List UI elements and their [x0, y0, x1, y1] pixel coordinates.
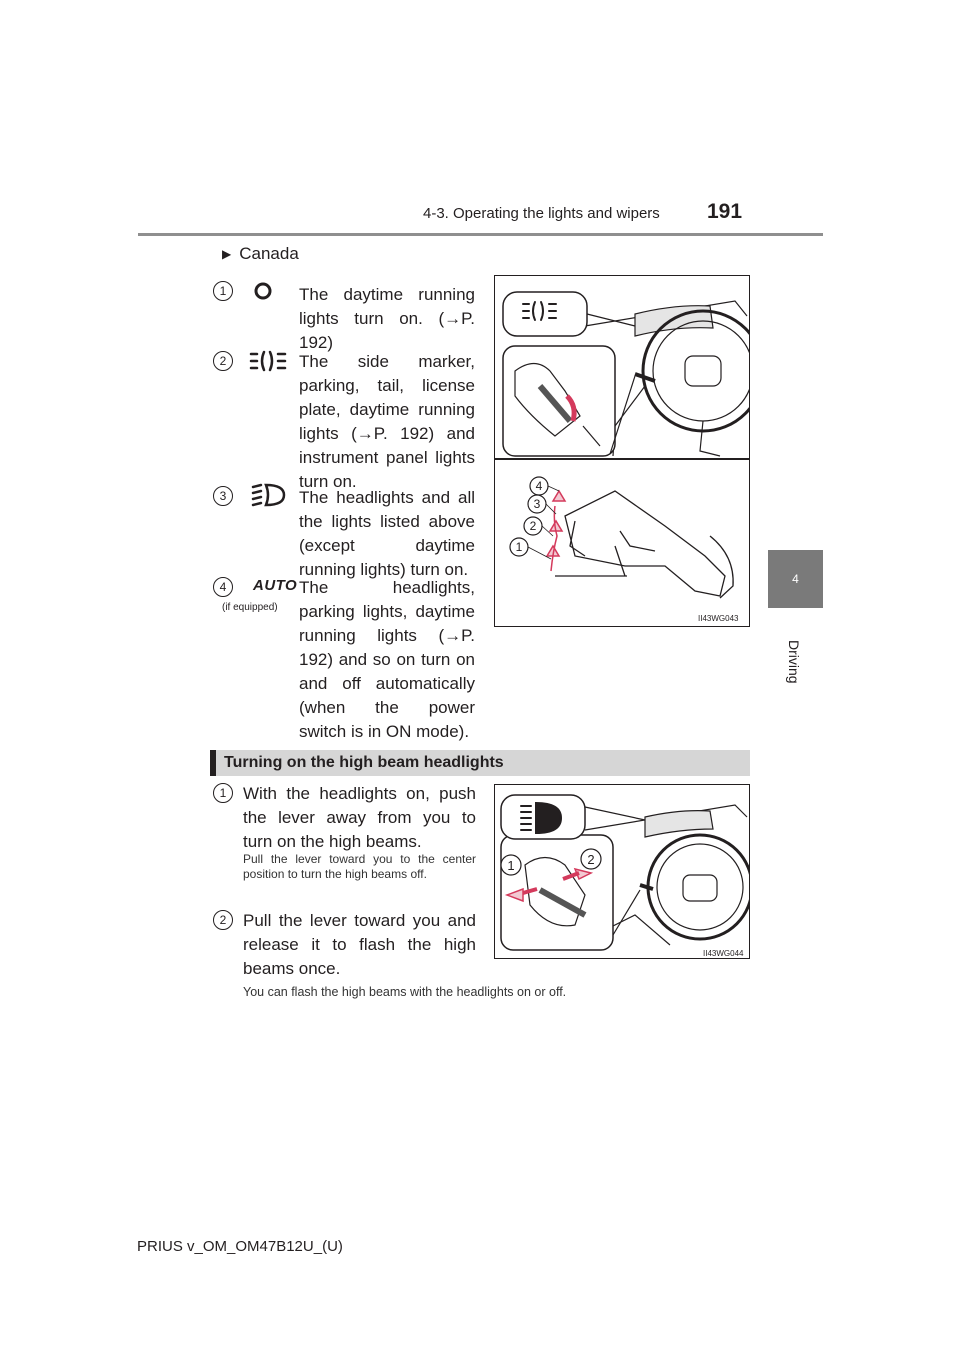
- position-2-description: The side marker, parking, tail, license plate, daytime running lights (→P. 192) and instrument panel lights turn on.: [299, 352, 475, 491]
- auto-icon: AUTO: [253, 577, 298, 594]
- header-divider: [138, 233, 823, 236]
- high-beam-illustration: [495, 785, 750, 959]
- triangle-bullet-icon: ▶: [222, 247, 232, 261]
- position-1-description: The daytime running lights turn on. (→P. 192): [299, 285, 475, 352]
- figure2-code: II43WG044: [703, 949, 744, 958]
- hb-step-1-text: With the headlights on, push the lever away from you to turn on the high beams.: [243, 784, 476, 851]
- light-switch-figure: [494, 275, 750, 627]
- figure1-callout-3: 3: [533, 497, 541, 511]
- figure1-callout-1: 1: [515, 540, 523, 554]
- document-id: PRIUS v_OM_OM47B12U_(U): [137, 1238, 343, 1255]
- position-3-description: The headlights and all the lights listed above (except daytime running lights) turn on.: [299, 488, 475, 579]
- daytime-running-lights-icon: [248, 280, 278, 302]
- hb-step-2-text: Pull the lever toward you and release it to flash the high beams once.: [243, 911, 476, 978]
- hb-step-1-note: Pull the lever toward you to the center position to turn the high beams off.: [243, 852, 476, 881]
- position-4-description: The headlights, parking lights, daytime running lights (→P. 192) and so on turn on and off automatically (when the power switch is in ON mode).: [299, 578, 475, 741]
- high-beam-figure: [494, 784, 750, 959]
- section-title: 4-3. Operating the lights and wipers: [423, 205, 660, 222]
- flash-note: You can flash the high beams with the headlights on or off.: [243, 985, 567, 999]
- region-label: [222, 244, 299, 264]
- headlights-icon: [248, 482, 288, 508]
- figure1-callout-4: 4: [535, 479, 543, 493]
- figure2-callout-1: 1: [507, 858, 515, 873]
- hb-step-number-1: 1: [213, 783, 233, 803]
- chapter-number: 4: [792, 572, 799, 586]
- figure2-callout-2: 2: [587, 852, 595, 867]
- figure1-code: II43WG043: [698, 614, 739, 623]
- page-number: 191: [707, 200, 743, 223]
- step-number-3: 3: [213, 486, 233, 506]
- chapter-tab: [768, 550, 823, 608]
- region-text: Canada: [239, 244, 299, 263]
- figure1-callout-2: 2: [529, 519, 537, 533]
- chapter-label: Driving: [786, 640, 802, 684]
- step-number-2: 2: [213, 351, 233, 371]
- hb-step-number-2: 2: [213, 910, 233, 930]
- high-beam-section-heading: Turning on the high beam headlights: [210, 750, 750, 776]
- side-marker-lights-icon: [248, 348, 288, 374]
- step-number-4: 4: [213, 577, 233, 597]
- light-switch-illustration: [495, 276, 750, 627]
- if-equipped-note: (if equipped): [222, 602, 278, 613]
- step-number-1: 1: [213, 281, 233, 301]
